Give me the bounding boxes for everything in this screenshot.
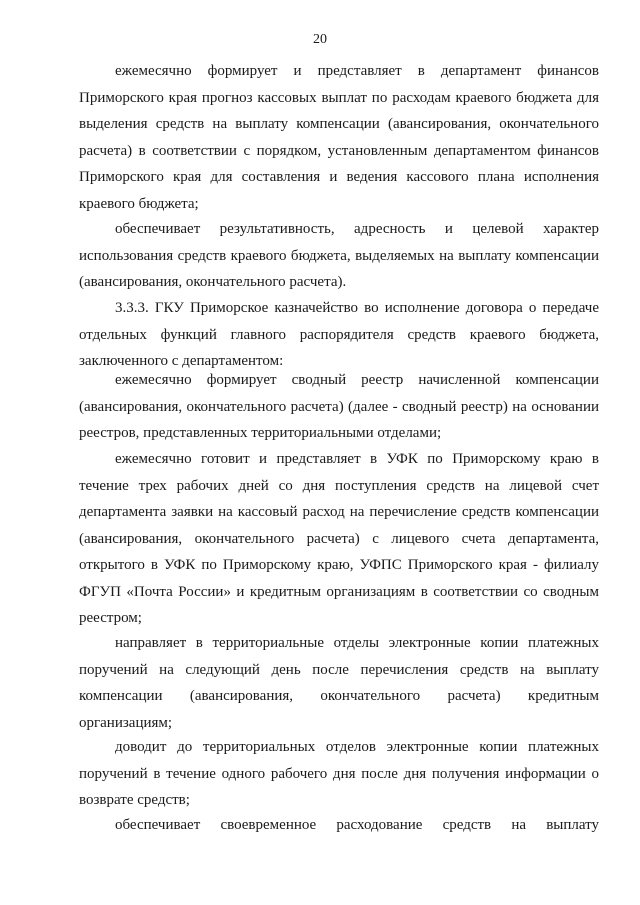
text-line: организациям; bbox=[79, 714, 173, 731]
text-line: Приморского края для составления и ведения кассового плана исполнения bbox=[79, 169, 599, 185]
paragraph bbox=[79, 734, 599, 814]
text-line: (авансирования, окончательного расчета) (далее - сводный реестр) на основании bbox=[79, 398, 599, 415]
text-line: заключенного с департаментом: bbox=[79, 353, 284, 369]
text-line: ежемесячно готовит и представляет в УФК по Приморскому краю в bbox=[115, 451, 599, 467]
text-line: выделения средств на выплату компенсации (авансирования, окончательного bbox=[79, 116, 599, 132]
paragraph bbox=[79, 295, 599, 375]
text-line: использования средств краевого бюджета, выделяемых на выплату компенсации bbox=[79, 247, 599, 264]
paragraph bbox=[79, 58, 599, 217]
text-line: ежемесячно формирует и представляет в департамент финансов bbox=[115, 63, 599, 79]
text-line: доводит до территориальных отделов электронные копии платежных bbox=[115, 739, 599, 755]
text-line: компенсации (авансирования, окончательного расчета) кредитным bbox=[79, 688, 599, 704]
text-line: течение трех рабочих дней со дня поступления средств на лицевой счет bbox=[79, 477, 599, 494]
text-line: направляет в территориальные отделы электронные копии платежных bbox=[115, 635, 599, 651]
text-line: обеспечивает результативность, адресность и целевой характер bbox=[115, 221, 599, 237]
paragraph bbox=[79, 367, 599, 447]
text-line: реестром; bbox=[79, 610, 142, 626]
text-line: отдельных функций главного распорядителя средств краевого бюджета, bbox=[79, 326, 599, 343]
page-number: 20 bbox=[313, 32, 327, 47]
paragraph bbox=[79, 216, 599, 296]
text-line: поручений на следующий день после перечисления средств на выплату bbox=[79, 661, 599, 678]
text-line: краевого бюджета; bbox=[79, 195, 199, 212]
text-line: Приморского края прогноз кассовых выплат по расходам краевого бюджета для bbox=[79, 89, 599, 106]
text-line: (авансирования, окончательного расчета) с лицевого счета департамента, bbox=[79, 530, 599, 547]
text-line: расчета) в соответствии с порядком, установленным департаментом финансов bbox=[79, 142, 599, 159]
text-line: поручений в течение одного рабочего дня после дня получения информации о bbox=[79, 765, 599, 782]
text-line: открытого в УФК по Приморскому краю, УФПС Приморского края - филиалу bbox=[79, 557, 599, 573]
text-line: обеспечивает своевременное расходование средств на выплату bbox=[115, 817, 599, 833]
text-line: 3.3.3. ГКУ Приморское казначейство во исполнение договора о передаче bbox=[115, 300, 599, 316]
text-line: (авансирования, окончательного расчета). bbox=[79, 274, 347, 290]
paragraph bbox=[79, 812, 599, 839]
text-line: департамента заявки на кассовый расход на перечисление средств компенсации bbox=[79, 504, 599, 520]
text-line: реестров, представленных территориальными отделами; bbox=[79, 425, 442, 441]
text-line: ежемесячно формирует сводный реестр начисленной компенсации bbox=[115, 372, 599, 388]
text-line: возврате средств; bbox=[79, 792, 190, 808]
paragraph bbox=[79, 630, 599, 736]
text-line: ФГУП «Почта России» и кредитным организациям в соответствии со сводным bbox=[79, 583, 599, 600]
paragraph bbox=[79, 446, 599, 632]
